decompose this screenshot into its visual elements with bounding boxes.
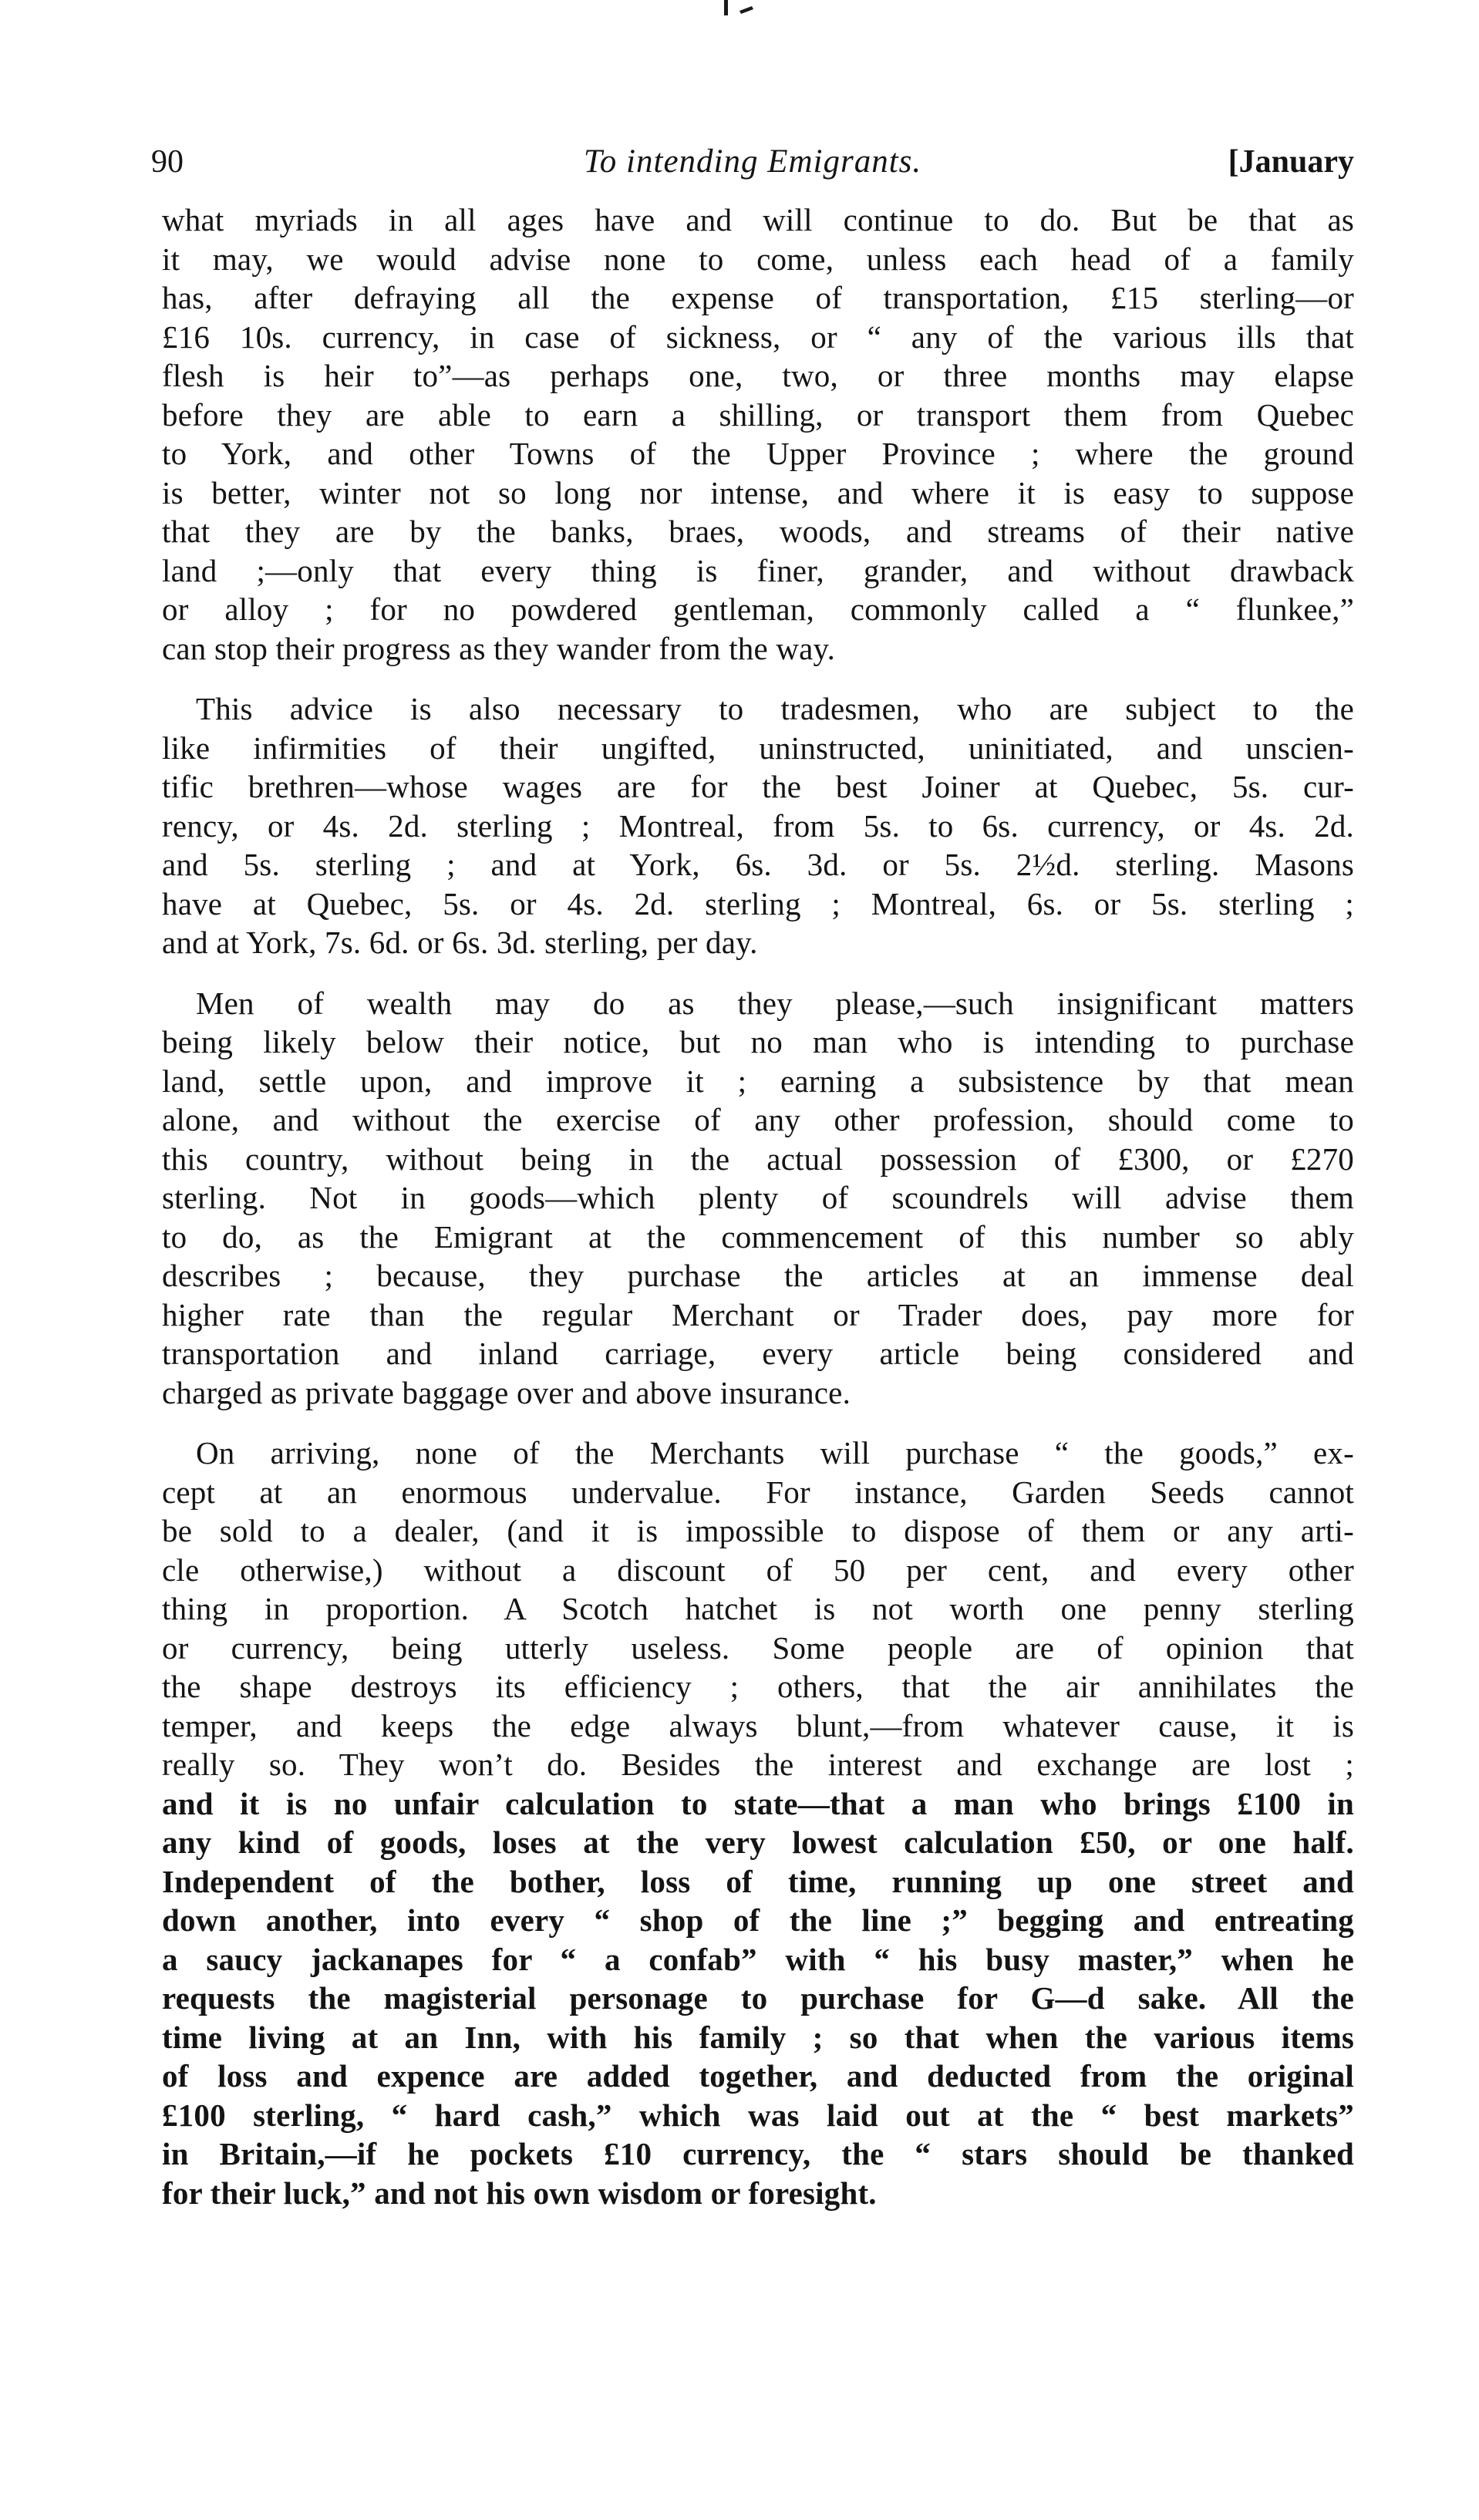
text-line: to do, as the Emigrant at the commencement of this number so ably <box>162 1218 1354 1255</box>
text-line: flesh is heir to”—as perhaps one, two, or three months may elapse <box>162 358 1354 393</box>
text-line: has, after defraying all the expense of transportation, £15 sterling—or <box>162 280 1354 315</box>
text-line: of loss and expence are added together, and deducted from the original <box>162 2058 1354 2094</box>
text-line: or alloy ; for no powdered gentleman, commonly called a “ flunkee,” <box>162 591 1354 627</box>
text-line: sterling. Not in goods—which plenty of scoundrels will advise them <box>162 1180 1354 1215</box>
text-line: and it is no unfair calculation to state—that a man who brings £100 in <box>162 1785 1354 1821</box>
text-line: it may, we would advise none to come, unless each head of a family <box>162 241 1354 277</box>
text-line: This advice is also necessary to tradesmen, who are subject to the <box>196 691 1354 726</box>
page-number: 90 <box>151 144 184 180</box>
paragraph-1 <box>162 200 1354 668</box>
text-line: really so. They won’t do. Besides the interest and exchange are lost ; <box>162 1747 1354 1782</box>
text-line: alone, and without the exercise of any other profession, should come to <box>162 1102 1354 1137</box>
text-line: land ;—only that every thing is finer, grander, and without drawback <box>162 552 1354 588</box>
text-line: to York, and other Towns of the Upper Province ; where the ground <box>162 436 1354 471</box>
text-line: £100 sterling, “ hard cash,” which was laid out at the “ best markets” <box>162 2097 1354 2133</box>
text-line: thing in proportion. A Scotch hatchet is not worth one penny sterling <box>162 1591 1354 1626</box>
text-line: any kind of goods, loses at the very lowest calculation £50, or one half. <box>162 1824 1354 1860</box>
body-text <box>162 200 1354 2212</box>
text-line: have at Quebec, 5s. or 4s. 2d. sterling ; Montreal, 6s. or 5s. sterling ; <box>162 885 1354 921</box>
running-head <box>151 139 1354 185</box>
text-line: in Britain,—if he pockets £10 currency, the “ stars should be thanked <box>162 2136 1354 2171</box>
paragraph-4 <box>162 1434 1354 2212</box>
text-line: and at York, 7s. 6d. or 6s. 3d. sterling, per day. <box>162 925 758 960</box>
text-line: the shape destroys its efficiency ; others, that the air annihilates the <box>162 1669 1354 1704</box>
text-line: being likely below their notice, but no man who is intending to purchase <box>162 1024 1354 1060</box>
text-line: requests the magisterial personage to purchase for G—d sake. All the <box>162 1980 1354 2016</box>
text-line: can stop their progress as they wander from the way. <box>162 630 836 666</box>
text-line: time living at an Inn, with his family ; so that when the various items <box>162 2019 1354 2055</box>
text-line: this country, without being in the actual possession of £300, or £270 <box>162 1140 1354 1177</box>
text-line: £16 10s. currency, in case of sickness, or “ any of the various ills that <box>162 318 1354 355</box>
text-line: Men of wealth may do as they please,—such insignificant matters <box>196 985 1354 1021</box>
paragraph-3 <box>162 984 1354 1413</box>
text-line: rency, or 4s. 2d. sterling ; Montreal, from 5s. to 6s. currency, or 4s. 2d. <box>162 807 1354 844</box>
text-line: before they are able to earn a shilling, or transport them from Quebec <box>162 396 1354 433</box>
text-line: down another, into every “ shop of the line ;” begging and entreating <box>162 1902 1354 1938</box>
text-line: transportation and inland carriage, every article being considered and <box>162 1336 1354 1371</box>
text-line: like infirmities of their ungifted, uninstructed, uninitiated, and unscien- <box>162 729 1354 766</box>
text-line: or currency, being utterly useless. Some people are of opinion that <box>162 1629 1354 1666</box>
running-title: To intending Emigrants. <box>583 143 922 180</box>
running-month: [January <box>1228 144 1354 180</box>
text-line: higher rate than the regular Merchant or Trader does, pay more for <box>162 1296 1354 1332</box>
text-line: describes ; because, they purchase the articles at an immense deal <box>162 1258 1354 1293</box>
paragraph-2 <box>162 689 1354 962</box>
text-line: and 5s. sterling ; and at York, 6s. 3d. or 5s. 2½d. sterling. Masons <box>162 847 1354 882</box>
text-line: is better, winter not so long nor intense, and where it is easy to suppose <box>162 474 1354 510</box>
text-line: temper, and keeps the edge always blunt,—from whatever cause, it is <box>162 1707 1354 1743</box>
text-line: a saucy jackanapes for “ a confab” with “ his busy master,” when he <box>162 1941 1354 1977</box>
text-line: that they are by the banks, braes, woods, and streams of their native <box>162 514 1354 549</box>
text-line: for their luck,” and not his own wisdom or foresight. <box>162 2175 877 2211</box>
text-line: Independent of the bother, loss of time, running up one street and <box>162 1863 1354 1899</box>
text-line: cle otherwise,) without a discount of 50 per cent, and every other <box>162 1551 1354 1588</box>
text-line: cept at an enormous undervalue. For instance, Garden Seeds cannot <box>162 1474 1354 1510</box>
text-line: charged as private baggage over and above insurance. <box>162 1374 851 1410</box>
text-line: tific brethren—whose wages are for the best Joiner at Quebec, 5s. cur- <box>162 769 1354 804</box>
ink-blot-mark <box>721 0 756 20</box>
text-line: On arriving, none of the Merchants will purchase “ the goods,” ex- <box>196 1435 1354 1471</box>
text-line: be sold to a dealer, (and it is impossible to dispose of them or any arti- <box>162 1513 1354 1548</box>
text-line: what myriads in all ages have and will continue to do. But be that as <box>162 202 1354 238</box>
text-line: land, settle upon, and improve it ; earning a subsistence by that mean <box>162 1063 1354 1099</box>
